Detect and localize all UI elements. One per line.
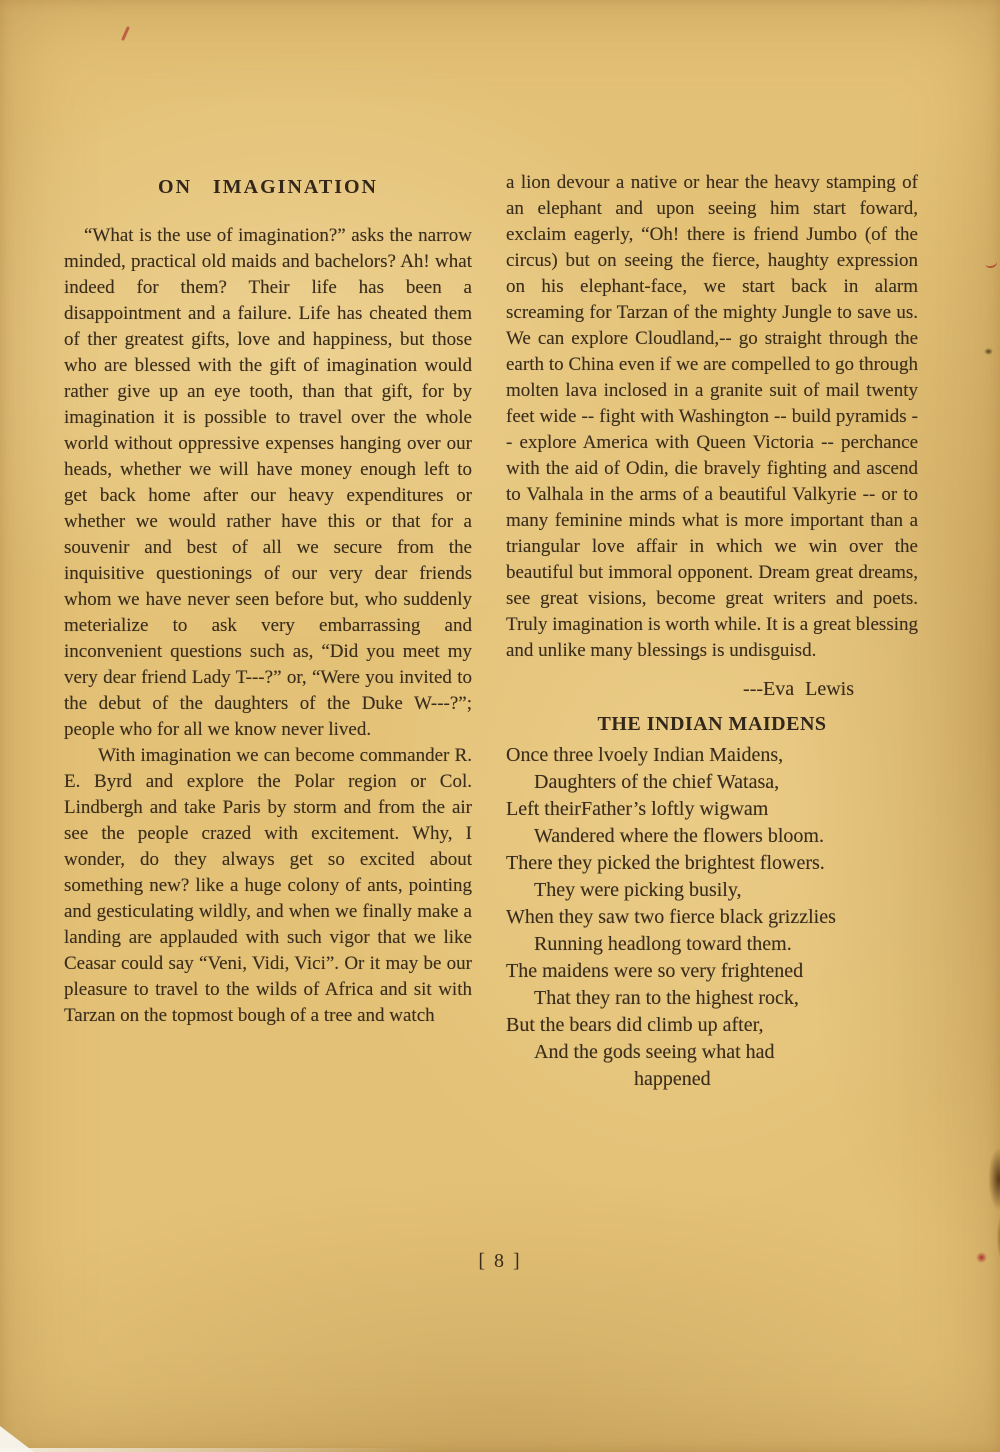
red-ink-mark: [984, 257, 998, 269]
left-column: [64, 176, 472, 1029]
poem-line: When they saw two fierce black grizzlies: [506, 906, 836, 928]
poem-line: There they picked the brightest flowers.: [506, 852, 825, 874]
red-ink-mark: [121, 26, 130, 41]
right-column: [506, 170, 918, 1093]
stain-speck: [984, 348, 993, 355]
poem: [506, 742, 918, 1093]
page-edge-highlight: [0, 1448, 420, 1452]
poem-line: They were picking busily,: [534, 879, 742, 901]
poem-line: Wandered where the flowers bloom.: [534, 825, 824, 847]
poem-line: Running headlong toward them.: [534, 933, 792, 955]
poem-title: THE INDIAN MAIDENS: [597, 713, 827, 735]
poem-line: Daughters of the chief Watasa,: [534, 771, 780, 793]
poem-line: That they ran to the highest rock,: [534, 987, 799, 1009]
page-corner-tear: [0, 1426, 34, 1452]
essay-title: ON IMAGINATION: [158, 176, 378, 198]
essay-paragraph-2: With imagination we can become commander R. E. Byrd and explore the Polar region or Col. Lindbergh and take Paris by storm and from the air see the people crazed with excitement. Why, I wonder, do they always get so excited about something new? like a huge colony of ants, pointing and gesticulating wildly, and when we finally make a landing are applauded with such vigor that we like Ceasar could say “Veni, Vidi, Vici”. Or it may be our pleasure to travel to the wilds of Africa and sit with Tarzan on the topmost bough of a tree and watch: [64, 745, 472, 1026]
poem-line: happened: [634, 1068, 711, 1090]
essay-attribution: ---Eva Lewis: [743, 678, 854, 700]
page-number: [ 8 ]: [478, 1250, 522, 1272]
essay-paragraph-2-continued: a lion devour a native or hear the heavy stamping of an elephant and upon seeing him start foward, exclaim eagerly, “Oh! there is friend Jumbo (of the circus) but on seeing the fierce, haughty expression on his elephant-face, we start back in alarm screaming for Tarzan of the mighty Jungle to save us. We can explore Cloudland,-- go straight through the earth to China even if we are compelled to go through molten lava inclosed in a granite suit of mail twenty feet wide -- fight with Washington -- build pyramids -- explore America with Queen Victoria -- perchance with the aid of Odin, die bravely fighting and ascend to Valhala in the arms of a beautiful Valkyrie -- or to many feminine minds what is more important than a triangular love affair in which we win over the beautiful but immoral opponent. Dream great dreams, see great visions, become great writers and poets. Truly imagination is worth while. It is a great blessing and unlike many blessings is undisguisd.: [506, 172, 918, 661]
poem-line: And the gods seeing what had: [534, 1041, 775, 1063]
essay-paragraph-1: “What is the use of imagination?” asks the narrow minded, practical old maids and bachelors? Ah! what indeed for them? Their life has been a disappointment and a failure. Life has cheated them of ther greatest gifts, love and happiness, but those who are blessed with the gift of imagination would rather give up an eye tooth, than that gift, for by imagination it is possible to travel over the whole world without oppressive expenses hanging over our heads, whether we will have money enough left to get back home after our heavy expenditures or whether we would rather have this or that for a souvenir and best of all we secure from the inquisitive questionings of our very dear friends whom we have never seen before but, who suddenly meterialize to ask very embarrassing and inconvenient questions such as, “Did you meet my very dear friend Lady T---?” or, “Were you invited to the debut of the daughters of the Duke W---?”; people who for all we know never lived.: [64, 225, 472, 740]
poem-line: Left theirFather’s loftly wigwam: [506, 798, 769, 820]
poem-line: Once three lvoely Indian Maidens,: [506, 744, 784, 766]
poem-line: The maidens were so very frightened: [506, 960, 804, 982]
poem-line: But the bears did climb up after,: [506, 1014, 764, 1036]
